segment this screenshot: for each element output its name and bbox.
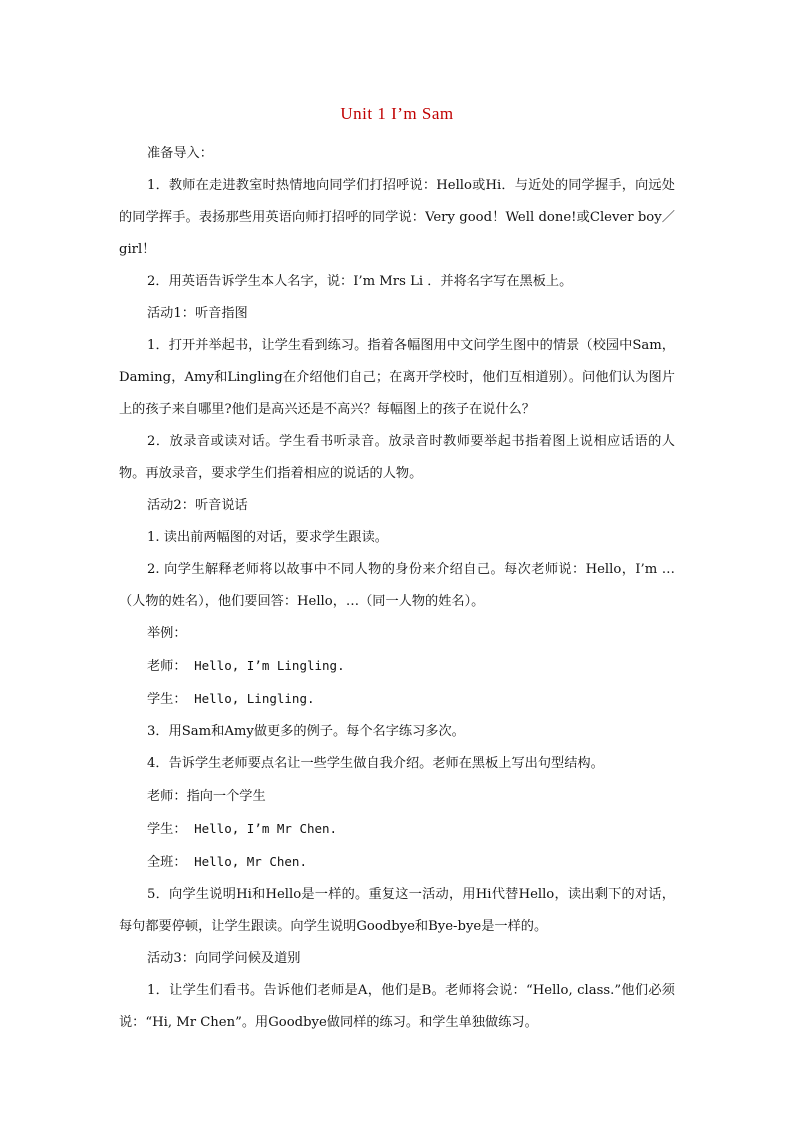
example-line [119, 780, 675, 813]
example-text: Hello, Lingling. [194, 691, 315, 706]
paragraph: 4．告诉学生老师要点名让一些学生做自我介绍。老师在黑板上写出句型结构。 [147, 756, 604, 771]
paragraph: 2. 向学生解释老师将以故事中不同人物的身份来介绍自己。每次老师说：Hello，I’m …（人物的姓名），他们要回答：Hello，…（同一人物的姓名）。 [119, 562, 675, 609]
paragraph: 1. 读出前两幅图的对话，要求学生跟读。 [147, 530, 388, 545]
section-heading-intro: 准备导入： [147, 146, 213, 161]
paragraph: 3．用Sam和Amy做更多的例子。每个名字练习多次。 [147, 724, 465, 739]
section-heading-activity-2: 活动2：听音说话 [147, 498, 248, 513]
example-line [119, 813, 675, 846]
example-text: Hello, I’m Lingling. [194, 658, 345, 673]
section-heading-activity-1: 活动1：听音指图 [147, 306, 248, 321]
example-heading: 举例： [147, 626, 187, 641]
document-body [119, 138, 675, 1039]
paragraph: 1．让学生们看书。告诉他们老师是A，他们是B。老师将会说：“Hello, class.”他们必须说：“Hi, Mr Chen”。用Goodbye做同样的练习。和学生单独做练习。 [119, 983, 675, 1030]
paragraph: 2．用英语告诉学生本人名字，说：I’m Mrs Li ．并将名字写在黑板上。 [147, 274, 573, 289]
example-line [119, 846, 675, 879]
example-line [119, 650, 675, 683]
paragraph: 5．向学生说明Hi和Hello是一样的。重复这一活动，用Hi代替Hello，读出剩下的对话，每句都要停顿，让学生跟读。向学生说明Goodbye和Bye-bye是一样的。 [119, 887, 675, 934]
example-text: 指向一个学生 [186, 789, 266, 804]
example-text: Hello, I’m Mr Chen. [194, 821, 338, 836]
paragraph: 1．打开并举起书，让学生看到练习。指着各幅图用中文问学生图中的情景（校园中Sam，Daming，Amy和Lingling在介绍他们自己；在离开学校时，他们互相道别）。问他们认为图片上的孩子来自哪里?他们是高兴还是不高兴？每幅图上的孩子在说什么？ [119, 338, 675, 417]
speaker-label: 学生： [147, 822, 187, 837]
paragraph: 2．放录音或读对话。学生看书听录音。放录音时教师要举起书指着图上说相应话语的人物。再放录音，要求学生们指着相应的说话的人物。 [119, 434, 675, 481]
section-heading-activity-3: 活动3：向同学问候及道别 [147, 951, 301, 966]
document-title: Unit 1 I’m Sam [340, 104, 454, 123]
speaker-label: 全班： [147, 855, 187, 870]
speaker-label: 学生： [147, 692, 187, 707]
speaker-label: 老师： [147, 659, 187, 674]
example-text: Hello, Mr Chen. [194, 854, 307, 869]
example-line [119, 683, 675, 716]
speaker-label: 老师： [147, 789, 187, 804]
paragraph: 1．教师在走进教室时热情地向同学们打招呼说：Hello或Hi．与近处的同学握手，向远处的同学挥手。表扬那些用英语向师打招呼的同学说：Very good！Well done!或Clever boy／girl！ [119, 178, 675, 257]
